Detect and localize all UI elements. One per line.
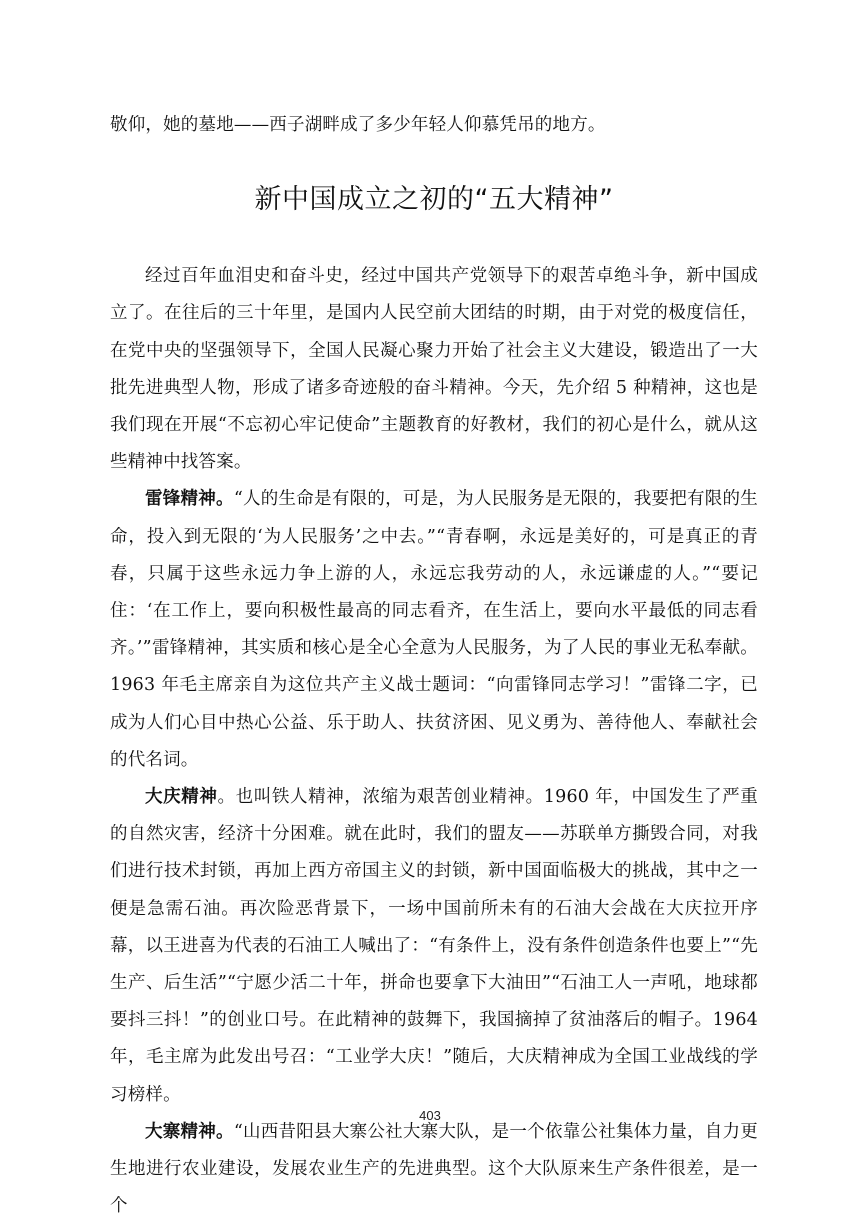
- section-title: 新中国成立之初的“五大精神”: [254, 184, 614, 216]
- paragraph-lead: 大寨精神。: [145, 1121, 234, 1142]
- paragraph-lei-feng: [110, 481, 758, 779]
- paragraph-daqing: [110, 779, 758, 1114]
- paragraph-dazhai: [110, 1114, 758, 1225]
- intro-paragraph: 经过百年血泪史和奋斗史，经过中国共产党领导下的艰苦卓绝斗争，新中国成立了。在往后的三十年里，是国内人民空前大团结的时期，由于对党的极度信任，在党中央的坚强领导下，全国人民凝心聚力开始了社会主义大建设，锻造出了一大批先进典型人物，形成了诸多奇迹般的奋斗精神。今天，先介绍 5 种精神，这也是我们现在开展“不忘初心牢记使命”主题教育的好教材，我们的初心是什么，就从这些精神中找答案。: [110, 266, 758, 473]
- paragraph-body: “人的生命是有限的，可是，为人民服务是无限的，我要把有限的生命，投入到无限的‘为人民服务’之中去。”“青春啊，永远是美好的，可是真正的青春，只属于这些永远力争上游的人，永远忘我劳动的人，永远谦虚的人。”“要记住：‘在工作上，要向积极性最高的同志看齐，在生活上，要向水平最低的同志看齐。’”雷锋精神，其实质和核心是全心全意为人民服务，为了人民的事业无私奉献。1963 年毛主席亲自为这位共产主义战士题词：“向雷锋同志学习！”雷锋二字，已成为人们心目中热心公益、乐于助人、扶贫济困、见义勇为、善待他人、奉献社会的代名词。: [110, 489, 759, 770]
- paragraph-lead: 雷锋精神。: [145, 489, 234, 510]
- paragraph-lead: 大庆精神: [145, 787, 218, 808]
- paragraph-body: 。也叫铁人精神，浓缩为艰苦创业精神。1960 年，中国发生了严重的自然灾害，经济十分困难。就在此时，我们的盟友——苏联单方撕毁合同，对我们进行技术封锁，再加上西方帝国主义的封锁，新中国面临极大的挑战，其中之一便是急需石油。再次险恶背景下，一场中国前所未有的石油大会战在大庆拉开序幕，以王进喜为代表的石油工人喊出了：“有条件上，没有条件创造条件也要上”“先生产、后生活”“宁愿少活二十年，拼命也要拿下大油田”“石油工人一声吼，地球都要抖三抖！”的创业口号。在此精神的鼓舞下，我国摘掉了贫油落后的帽子。1964 年，毛主席为此发出号召：“工业学大庆！”随后，大庆精神成为全国工业战线的学习榜样。: [110, 787, 758, 1105]
- paragraph-body: “山西昔阳县大寨公社大寨大队，是一个依靠公社集体力量，自力更生地进行农业建设，发展农业生产的先进典型。这个大队原来生产条件很差，是一个: [110, 1121, 759, 1217]
- page-number: 403: [419, 1108, 441, 1123]
- page-content: [110, 107, 758, 1225]
- continuation-paragraph: 敬仰，她的墓地——西子湖畔成了多少年轻人仰慕凭吊的地方。: [110, 115, 606, 135]
